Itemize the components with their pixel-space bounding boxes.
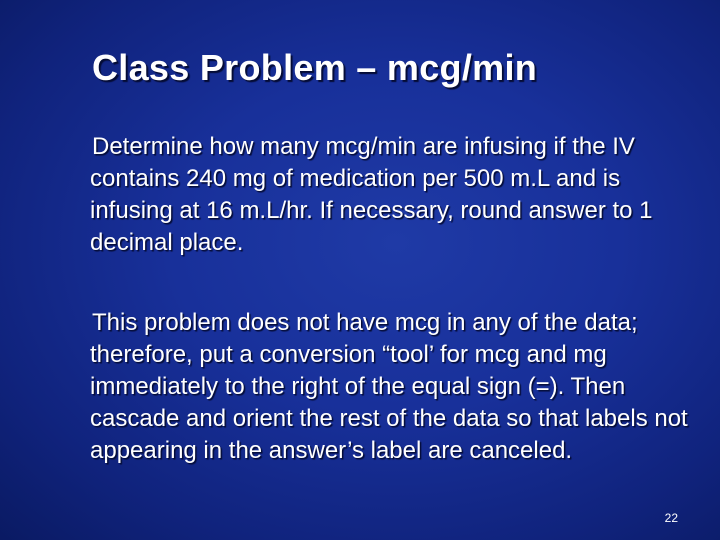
problem-statement-rest: are infusing if the IV contains 240 mg of medication per 500 m.L and is infusing at 16 m.L/hr. If necessary, round answer to 1 decimal place. [90, 133, 653, 256]
problem-statement-unit: mcg/min [325, 133, 417, 160]
solution-hint [90, 307, 690, 467]
slide-title: Class Problem – mcg/min [92, 47, 538, 88]
problem-statement [90, 131, 690, 259]
page-number: 22 [664, 511, 678, 525]
problem-statement-intro: Determine how many [92, 133, 326, 160]
solution-hint-text: This problem does not have mcg in any of the data; therefore, put a conversion “tool’ for mcg and mg immediately to the right of the equal sign (=). Then cascade and orient the rest of the data so that labels not appearing in the answer’s label are canceled. [90, 309, 688, 464]
